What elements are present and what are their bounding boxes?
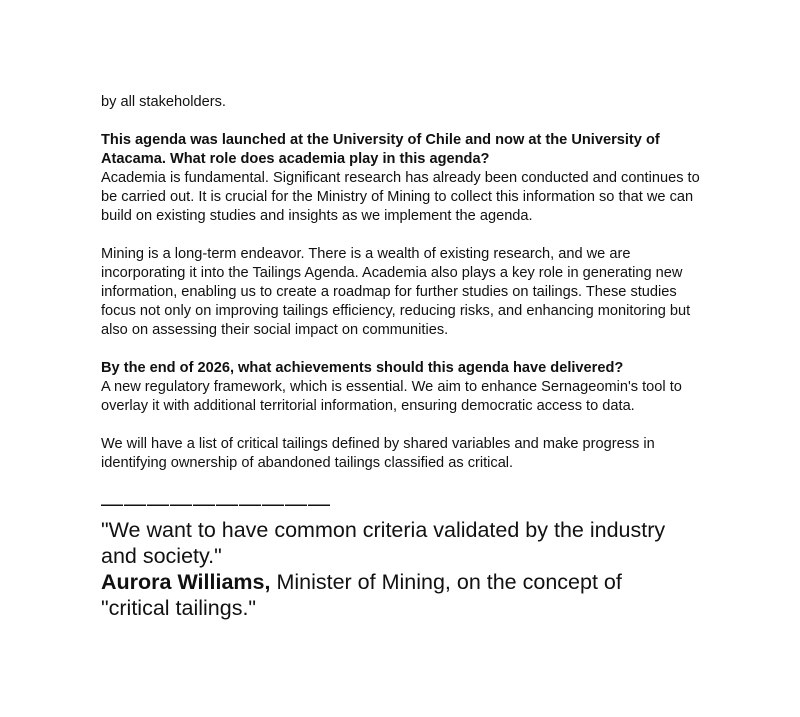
question-academia: This agenda was launched at the University of Chile and now at the University of Atacama. What role does academia play in this agenda? [101,132,660,167]
pull-quote-attribution [101,569,681,621]
speaker-role: Minister of Mining, on the concept of "critical tailings." [101,570,622,620]
intro-text: by all stakeholders. [101,94,226,110]
pull-quote-text: "We want to have common criteria validated by the industry and society." [101,518,666,568]
paragraph-critical-tailings: We will have a list of critical tailings defined by shared variables and make progress in identifying ownership of abandoned tailings classified as critical. [101,436,655,471]
speaker-name: Aurora Williams, [101,570,271,594]
answer-academia: Academia is fundamental. Significant research has already been conducted and continues to be carried out. It is crucial for the Ministry of Mining to collect this information so that we can build on existing studies and insights as we implement the agenda. [101,170,700,224]
answer-achievements: A new regulatory framework, which is essential. We aim to enhance Sernageomin's tool to overlay it with additional territorial information, ensuring democratic access to data. [101,379,682,414]
article-body [101,93,701,621]
separator-line: —————————— [101,491,331,516]
question-achievements: By the end of 2026, what achievements should this agenda have delivered? [101,360,624,376]
paragraph-research: Mining is a long-term endeavor. There is a wealth of existing research, and we are incorporating it into the Tailings Agenda. Academia also plays a key role in generating new information, enabling us to create a roadmap for further studies on tailings. These studies focus not only on improving tailings efficiency, reducing risks, and enhancing monitoring but also on assessing their social impact on communities. [101,246,691,338]
